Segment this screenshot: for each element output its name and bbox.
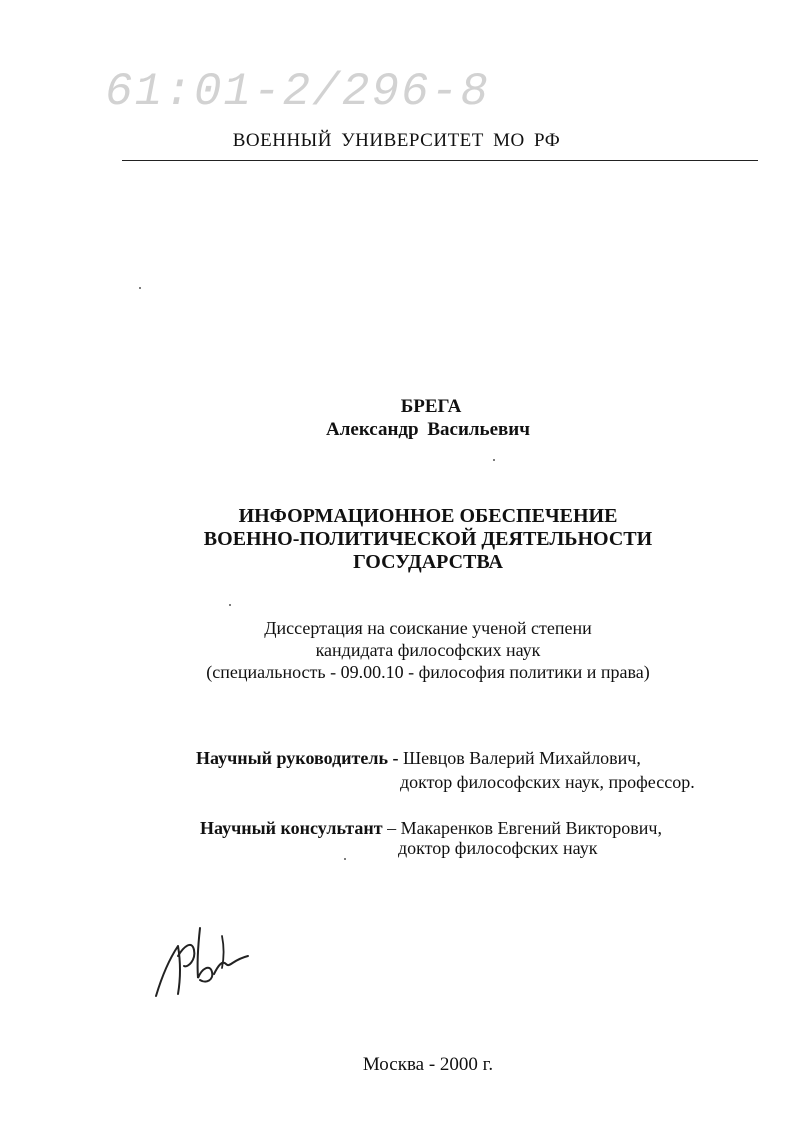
- consultant-degree: доктор философских наук: [398, 838, 598, 858]
- header-rule: [122, 160, 758, 161]
- description-line: Диссертация на соискание ученой степени: [264, 618, 592, 638]
- dissertation-title: [0, 505, 793, 574]
- author-surname: БРЕГА: [400, 396, 462, 417]
- description-line: кандидата философских наук: [315, 640, 541, 660]
- supervisor-degree: доктор философских наук, профессор.: [400, 772, 695, 792]
- scan-speck: [344, 858, 346, 860]
- handwritten-signature: [148, 916, 258, 1006]
- title-line: ВОЕННО-ПОЛИТИЧЕСКОЙ ДЕЯТЕЛЬНОСТИ: [203, 528, 653, 550]
- city-year: Москва - 2000 г.: [362, 1054, 494, 1075]
- consultant-label: Научный консультант: [200, 818, 383, 838]
- supervisor-label: Научный руководитель -: [196, 748, 399, 768]
- university-name: ВОЕННЫЙ УНИВЕРСИТЕТ МО РФ: [232, 130, 561, 151]
- scan-speck: [493, 459, 495, 461]
- title-line: ГОСУДАРСТВА: [353, 551, 503, 573]
- scan-speck: [229, 604, 231, 606]
- library-stamp: 61:01-2/296-8: [105, 66, 490, 118]
- dissertation-description: [0, 617, 793, 683]
- scan-speck: [139, 287, 141, 289]
- supervisor-name: Шевцов Валерий Михайлович,: [398, 748, 641, 768]
- description-line: (специальность - 09.00.10 - философия политики и права): [206, 662, 650, 682]
- author-given-names: Александр Васильевич: [326, 419, 530, 440]
- supervisor-line: [196, 748, 641, 769]
- title-line: ИНФОРМАЦИОННОЕ ОБЕСПЕЧЕНИЕ: [238, 505, 618, 527]
- consultant-name: – Макаренков Евгений Викторович,: [382, 818, 662, 838]
- consultant-line: [200, 818, 662, 839]
